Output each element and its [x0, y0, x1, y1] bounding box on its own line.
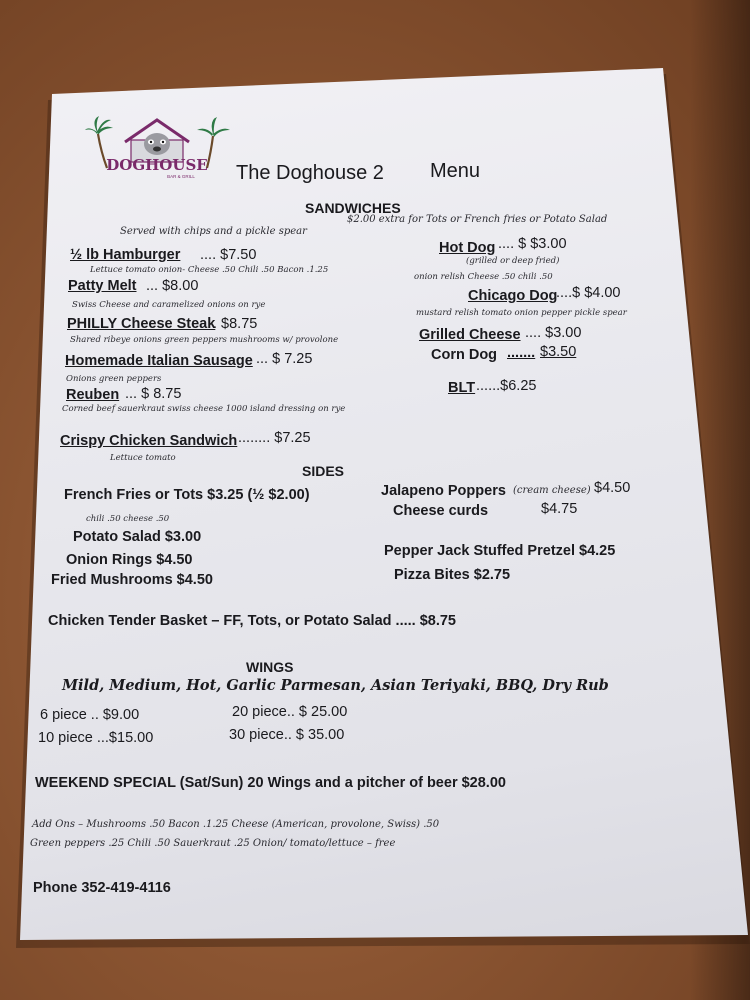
sausage-price: ... $ 7.25 — [256, 351, 313, 367]
served-note: Served with chips and a pickle spear — [120, 226, 307, 237]
jalapeno-price: $4.50 — [594, 480, 631, 496]
weekend-special: WEEKEND SPECIAL (Sat/Sun) 20 Wings and a pitcher of beer $28.00 — [35, 775, 506, 791]
sausage-item: Homemade Italian Sausage — [65, 353, 253, 369]
philly-note: Shared ribeye onions green peppers mushrooms w/ provolone — [70, 335, 339, 345]
crispy-chicken-item: Crispy Chicken Sandwich — [60, 433, 238, 449]
pretzel-item: Pepper Jack Stuffed Pretzel $4.25 — [384, 543, 616, 559]
philly-price: . $8.75 — [213, 316, 258, 332]
svg-text:DOGHOUSE: DOGHOUSE — [106, 156, 208, 174]
wings-6-piece: 6 piece .. $9.00 — [40, 707, 140, 723]
grilled-cheese-price: .... $3.00 — [525, 325, 582, 341]
hamburger-note: Lettuce tomato onion- Cheese .50 Chili .50 Bacon .1.25 — [90, 265, 329, 275]
wings-heading: WINGS — [246, 659, 294, 675]
reuben-note: Corned beef sauerkraut swiss cheese 1000 island dressing on rye — [62, 404, 346, 414]
tender-basket-item: Chicken Tender Basket – FF, Tots, or Potato Salad ..... $8.75 — [48, 613, 456, 629]
pizza-bites-item: Pizza Bites $2.75 — [394, 567, 511, 583]
reuben-item: Reuben — [66, 387, 120, 403]
menu-title-word: Menu — [430, 160, 481, 182]
blt-price: ......$6.25 — [476, 378, 537, 394]
jalapeno-item: Jalapeno Poppers — [381, 483, 506, 499]
svg-text:BAR & GRILL: BAR & GRILL — [167, 174, 195, 179]
hamburger-price: .... $7.50 — [200, 247, 257, 263]
sausage-note: Onions green peppers — [66, 374, 162, 384]
crispy-chicken-price: ........ $7.25 — [238, 430, 311, 446]
cheese-curds-item: Cheese curds — [393, 503, 489, 519]
patty-melt-price: ... $8.00 — [146, 278, 199, 294]
chicago-dog-price: ....$ $4.00 — [556, 285, 621, 301]
patty-melt-note: Swiss Cheese and caramelized onions on rye — [72, 300, 266, 310]
sides-heading: SIDES — [302, 463, 345, 479]
wings-20-piece: 20 piece.. $ 25.00 — [232, 704, 348, 720]
cheese-curds-price: $4.75 — [541, 501, 578, 517]
hamburger-item: ½ lb Hamburger — [70, 247, 181, 263]
reuben-price: ... $ 8.75 — [125, 386, 182, 402]
fries-item: French Fries or Tots $3.25 (½ $2.00) — [64, 487, 310, 503]
chicago-dog-note: mustard relish tomato onion pepper pickle spear — [416, 308, 627, 318]
philly-item: PHILLY Cheese Steak — [67, 316, 216, 332]
blt-item: BLT — [448, 380, 476, 396]
fried-mushrooms-item: Fried Mushrooms $4.50 — [51, 572, 213, 588]
onion-rings-item: Onion Rings $4.50 — [66, 552, 193, 568]
hot-dog-note: (grilled or deep fried) — [466, 256, 560, 266]
corn-dog-price: $3.50 — [540, 344, 577, 360]
doghouse-logo — [85, 112, 230, 182]
chicago-dog-item: Chicago Dog — [468, 288, 558, 304]
fries-note: chili .50 cheese .50 — [86, 514, 170, 524]
potato-salad-item: Potato Salad $3.00 — [73, 529, 202, 545]
wings-10-piece: 10 piece ...$15.00 — [38, 730, 154, 746]
jalapeno-note: (cream cheese) — [513, 485, 591, 496]
hot-dog-price: .... $ $3.00 — [498, 236, 567, 252]
grilled-cheese-item: Grilled Cheese — [419, 327, 521, 343]
addons-line-1: Add Ons – Mushrooms .50 Bacon .1.25 Cheese (American, provolone, Swiss) .50 — [32, 819, 440, 830]
crispy-chicken-note: Lettuce tomato — [110, 453, 176, 463]
hot-dog-toppings: onion relish Cheese .50 chili .50 — [414, 272, 553, 282]
corn-dog-item: Corn Dog — [431, 347, 498, 363]
sandwiches-heading: SANDWICHES — [305, 200, 401, 216]
corn-dog-dots: ....... — [507, 345, 536, 361]
wings-30-piece: 30 piece.. $ 35.00 — [229, 727, 345, 743]
phone-number: Phone 352-419-4116 — [33, 880, 171, 896]
menu-title: The Doghouse 2 — [236, 162, 384, 184]
extra-note: $2.00 extra for Tots or French fries or Potato Salad — [347, 214, 608, 225]
addons-line-2: Green peppers .25 Chili .50 Sauerkraut .25 Onion/ tomato/lettuce – free — [30, 838, 396, 849]
hot-dog-item: Hot Dog — [439, 240, 496, 256]
patty-melt-item: Patty Melt — [68, 278, 137, 294]
wing-flavors: Mild, Medium, Hot, Garlic Parmesan, Asian Teriyaki, BBQ, Dry Rub — [62, 677, 609, 694]
